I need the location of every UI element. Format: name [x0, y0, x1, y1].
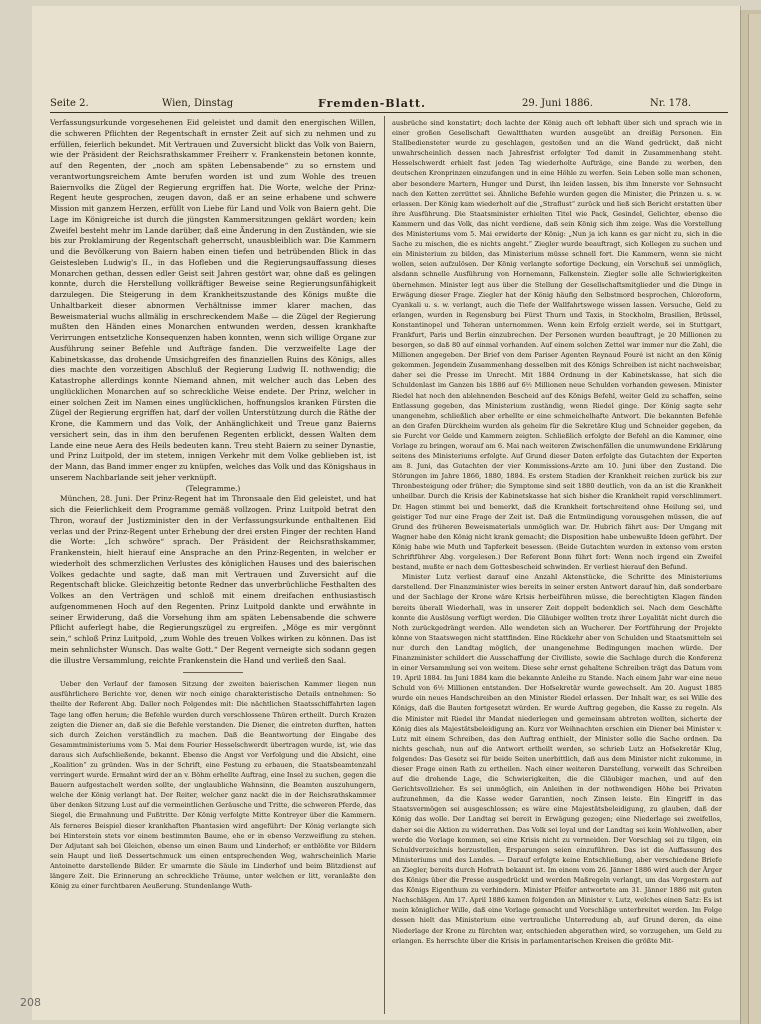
- header-rule: [50, 112, 728, 113]
- page-header: [50, 96, 722, 110]
- article-paragraph-2: München, 28. Juni. Der Prinz-Regent hat im Thronsaale den Eid geleistet, und hat sich die Feierlichkeit dem Programme gemäß vollzogen. Prinz Luitpold betrat den Thron, worauf der Justizminister den in der Verfassungsurkunde enthaltenen Eid verlas und der Prinz-Regent unter Erhebung der drei ersten Finger der rechten Hand die Worte: „Ich schwöre“ sprach. Der Präsident der Reichsrathskammer, Frankenstein, hielt hierauf eine Ansprache an den Prinz-Regenten, in welcher er wiederholt des schmerzlichen Verlustes des königlichen Hauses und des baierischen Volkes gedachte und sagte, daß man mit Vertrauen und Zuversicht auf die Regentschaft blicke. Gleichzeitig betonte Redner das unverbrüchliche Festhalten des Volkes an den Verträgen und schloß mit einem dreifachen enthusiastisch aufgenommenen Hoch auf den Regenten. Prinz Luitpold dankte und erwähnte in seiner Erwiderung, daß die Vorsehung ihm am späten Lebensabende die schwere Pflicht auferlegt habe, die Regierungszügel zu ergreifen. „Möge es mir vergönnt sein,“ schloß Prinz Luitpold, „zum Wohle des treuen Volkes wirken zu können. Das ist mein sehnlichster Wunsch. Das walte Gott.“ Der Regent verneigte sich sodann gegen die illustre Versammlung, reichte Frankenstein die Hand und verließ den Saal.: [50, 494, 376, 665]
- article-paragraph-4: ausbrüche sind konstatirt; doch lachte der König auch oft lebhaft über sich und sprach wie in einer großen Gesellschaft Gewaltthaten wurden ausgeübt an dreißig Personen. Ein Stallbediensteter wurde zu geschlagen, gestoßen und an die Wand gedrückt, daß nicht unwahrscheinlich dessen nach Jahresfrist erfolgter Tod damit in Zusammenhang steht. Hesselschwerdt erhielt fast jeden Tag wiederholte Aufträge, eine Bande zu werben, den deutschen Kronprinzen einzufangen und in eine Höhle zu werfen. Sein Leben solle man schonen, aber besondere Martern, Hunger und Durst, ihn leiden lassen, bis ihm Innerste vor Sehnsucht nach den Ketten zerrüttet sei. Ähnliche Befehle wurden gegen die Minister, die Prinzen u. s. w. erlassen. Der König kam wiederholt auf die „Straflust“ zurück und ließ sich Bericht erstatten über ihre Ausführung. Die Staatsminister erhielten Titel wie Pack, Gesindel, Gelichter, ebenso die Kammern und das Volk, das nicht verdiene, daß sein König sich ihm zeige. Was die Vorstellung des Ministeriums vom 5. Mai erwiderte der König: „Nun ja ich kann es gar nicht zu, sich in die Sache zu mischen, die es nichts angeht.“ Ziegler wurde beauftragt, sich Kollegen zu suchen und ein Ministerium zu bilden, das Ministerium müsse schnell fort. Die Kammern, wenn sie nicht wollen, seien aufzulösen. Der König verlangte sofortige Deckung, ein Vorschuß sei unmöglich, alsdann schnelle Ausführung von Hornemann, Falkenstein. Ziegler solle alle Schwierigkeiten übernehmen. Minister legt aus über die Stellung der Gesellschaftsmitglieder und die Dinge in Erwägung dieser Frage. Ziegler hat der König häufig den Selbstmord besprochen, Chloroform, Cyankali u. s. w. verlangt, auch die Tiefe der Wallfahrtswege wissen lassen. Versuche, Geld zu erlangen, wurden in Regensburg bei Fürst Thurn und Taxis, in Stockholm, Brasilien, Brüssel, Konstantinopel und Teheran unternommen. Wenn kein Erfolg erzielt werde, sei in Stuttgart, Frankfurt, Paris und Berlin einzubrechen. Der Personen wurden beauftragt, je 20 Millionen zu besorgen, so daß 80 auf einmal vorhanden. Auf einem solchen Zettel war immer nur die Zahl, die Millionen angegeben. Der Brief von dem Pariser Agenten Reynaud Fouré ist nicht an den König gekommen. Jegendein Zusammenhang desselben mit des Königs Schreiben ist nicht nachweisbar, daher sei die Presse im Unrecht. Mit 1884 Ordnung in der Kabinetskasse, hat sich die Schuldenlast im Ganzen bis 1886 auf 6½ Millionen neue Schulden vorhanden gewesen. Minister Riedel hat noch den ablehnenden Bescheid auf des Königs Befehl, weiter Geld zu schaffen, seine Entlassung gegeben, das Ministerium zuständig, wenn Riedel ginge. Der König sagte sehr unangenehm, schließlich aber erhellte er eine schmeichelhafte Antwort. Die bekannten Befehle an den Grafen Dürckheim wurden als geheim für die Sekretäre Klug und Schneider gegeben, da sie Furcht vor Gelde und Kammern zeigten. Schließlich erfolgte der Befehl an die Kammer, eine Vorlage zu bringen, worauf am 6. Mai nach weiteren Zwischenfällen die unumwundene Erklärung seitens des Ministeriums erfolgte. Auf Grund dieser Daten erfolgte das Gutachten der Experten am 8. Juni, das Gutachten der vier Kommissions-Arzte am 10. Juni über den Zustand. Die Störungen im Jahre 1866, 1880, 1884. Es erstem Stadien der Krankheit reichen zurück bis zur Thronbesteigung oder früher; die Symptome sind seit 1880 deutlich, von da an ist die Krankheit unheilbar. Durch die Krisis der Kabinetskasse hat sich bisher die Krankheit rapid verschlimmert. Dr. Hagen stimmt bei und bemerkt, daß die Krankheit fortschreitend ohne Heilung sei, und geistiger Tod nur eine Frage der Zeit ist. Daß die Entmündigung vorausgehen müssen, die auf Grund des früheren Beweismaterials unmöglich war. Dr. Hubrich fährt aus: Der Umgang mit Wagner habe den König nicht krank gemacht; die Disposition habe unbewußte Ideen geführt. Der König habe wie Muth und Tapferkeit besessen. (Beide Gutachten wurden in extenso vom ersten Schriftführer Abg. vorgelesen.) Der Referent Bonn führt fort: Wenn noch irgend ein Zweifel bestand, mußte er nach dem Gottesbescheid schwinden. Er verliest hierauf den Befund.: [392, 119, 722, 572]
- masthead-title: Fremden-Blatt.: [318, 96, 426, 110]
- page-stack-edge-inner: [748, 14, 761, 1024]
- column-divider: [384, 116, 385, 1014]
- place-date: Wien, Dinstag: [162, 97, 234, 109]
- article-paragraph-5: Minister Lutz verliest darauf eine Anzahl Aktenstücke, die Schritte des Ministeriums darstellend. Der Finanzminister wies bereits in seiner ersten Antwort darauf hin, daß sonderbare und der Sachlage der Krone wäre Krisis herbeiführen müsse, die berechtigten Klagen fänden bereits überall Wiederhall, was in unserer Zeit doppelt bedenklich sei. Nach dem Geschäfte konnte die Auslösung verfügt werden. Die Gläubiger wollten trotz ihrer Loyalität nicht durch die Noth zurückgedrängt werden. Alle wendeten sich an Wucherer. Der Fortführung der Projekte könne von Staatswegen nicht stattfinden. Eine Rückkehr aber von Schulden und Staatsmitteln sei nur durch den Landtag möglich, der unangenehme Bedingungen machen würde. Der Finanzminister schildert die Ausschaffung der Civilliste, sowie die Sachlage durch die Konferenz in einer Versammlung sei von weitem. Diese sehr ernst gehaltene Schreiben trägt das Datum vom 19. April 1884. Im Juni 1884 kam die bekannte Anleihe zu Stande. Nach einem Jahr war eine neue Schuld von 6½ Millionen entstanden. Der Hofsekretär wurde gewechselt. Am 20. August 1885 wurde ein neues Handschreiben an den Minister Riedel erlassen. Der Inhalt war, es sei Wille des Königs, daß die Bauten fortgesetzt würden. Er wurde Auftrag gegeben, die Kasse zu regeln. Als die Minister mit Riedel ihr Mandat niederlegen und gemeinsam abtreten wollten, sicherte der König dies als Majestätsbeleidigung an. Kurz vor Weihnachten erschien ein Diener bei Minister v. Lutz mit einem Schreiben, das den Auftrag enthielt, der Minister solle die Sache ordnen. Da nichts geschah, nun auf die Antwort ertheilt werden, so schrieb Lutz an Hofsekretär Klug, folgendes: Das Gesetz sei für beide Seiten unerbittlich, daß aus dem Minister nicht zukomme, in dieser Frage einen Rath zu ertheilen. Nach einer weiteren Darstellung, verweilt das Schreiben auf die drohende Lage, die Schwierigkeiten, die die Gläubiger machen, und auf den Gerichtsvollzieher. Es sei unmöglich, ein Anleihen in der nothwendigen Höhe bei Privaten aufzunehmen, da die Kasse weder Garantien, noch Zinsen leiste. Ein Eingriff in das Staatsvermögen sei ausgeschlossen; es wäre eine Majestätsbeleidigung, zu glauben, daß der König das wolle. Der Landtag sei bereit in Erwägung gezogen; eine Niederlage sei zweifellos, daher sei die Aktion zu widerrathen. Das Volk sei loyal und der Landtag sei kein Wohlwollen, aber werde die Vorlage kommen, sei eine Krisis nicht zu vermeiden. Der Vorschlag sei zu tilgen, ein Schuldverzeichnis herzustellen, Ersparungen seien einzuführen. Das ist die Auffassung des Ministeriums und des Landes. — Darauf erfolgte keine Entschließung, aber verschiedene Briefe an Ziegler, bereits durch Hofrath bekannt ist. Im einem vom 26. Jänner 1886 wird auch der Ärger des Königs über die Presse ausgedrückt und werden Maßregeln verlangt, um das Vorgestern auf das Königs Eigenthum zu verhindern. Minister Pfeifer antwortete am 31. Jänner 1886 mit guten Nachschlägen. Am 17. April 1886 kamen folgenden an Minister v. Lutz, welches einen Satz: Es ist mein königlicher Wille, daß eine Vorlage gemacht und Vorschläge unterbreitet werden. Im Folge dessen hielt das Ministerium eine vertrauliche Unterredung ab, auf Grund deren, da eine Niederlage der Krone zu fürchten war, entschieden abgerathen wird, so vorzugehen, um Geld zu erlangen. Es herrschte über die Krisis in parlamentarischen Kreisen die größte Mit-: [392, 573, 722, 945]
- telegram-heading: (Telegramme.): [185, 483, 241, 493]
- page-number: Seite 2.: [50, 97, 89, 109]
- issue-date: 29. Juni 1886.: [522, 97, 593, 109]
- article-paragraph-3: Ueber den Verlauf der famosen Sitzung der zweiten baierischen Kammer liegen nun ausführlichere Berichte vor, denen wir noch einige charakteristische Details entnehmen: So theilte der Referent Abg. Daller noch Folgendes mit: Die nächtlichen Staatsschiffahrten lagen Tage lang offen herum; die Befehle wurden durch verschlossene Thüren ertheilt. Durch Krazen zeigten die Diener an, daß sie die Befehle verstanden. Die Diener, die eintreten durften, hatten sich durch Zeichen verständlich zu machen. Daß die Beantwortung der Eingabe des Gesammtministeriums vom 5. Mai dem Fourier Hesselschwerdt übertragen wurde, ist, wie das daraus sich Aufschließende, bekannt. Ebenso die Angst vor Verfolgung und die Absicht, eine „Koalition“ zu gründen. Was in der Schrift, eine Festung zu erbauen, die Staatsbeamtenzahl verringert wurde. Ermahnt wird der an v. Böhm erhellte Auftrag, eine Insel zu suchen, gegen die Bauern aufgestachelt werden sollte, der unglaubliche Wahnsinn, die Beamten auszuhungern, welche der König verlangt hat. Der Reiter, welcher ganz nackt die in der Reichsrathskammer über denken Sitzung Lust auf die vermeintlichen Geräusche und Tritte, die schweren Pferde, das Siegel, die Ermahnung und Fußtritte. Der König verfolgte Mitte Kontreyer über die Kammern. Als ferneres Beispiel dieser krankhaften Phantasien wird angeführt: Der König verlangte sich bei Hinterstein stets vor einem bestimmten Baume, ehe er in ebenso Verzweiflung zu stehen. Der Adjutant sah bei Gleichen, ebenso um einen Baum und Linderhof; er entblößte vor Bildern sein Haupt und ließ Dessertschmuck um einen entsprechenden Weg, wahrscheinlich Marie Antoinette darstellende Bilder. Er umarmte die Säule im Linderhof und beim Blitzdienst auf längere Zeit. Die Erinnerung an schreckliche Träume, unter welchen er litt, veranlaßte den König zu einer furchtbaren Aeußerung. Stundenlange Wuth-: [50, 680, 376, 891]
- section-separator: [183, 672, 243, 673]
- pencil-margin-note: 208: [20, 996, 41, 1009]
- article-paragraph-1: Verfassungsurkunde vorgesehenen Eid geleistet und damit den energischen Willen, die schweren Pflichten der Regentschaft in ernster Zeit auf sich zu nehmen und zu erfüllen, feierlich bekundet. Mit Vertrauen und Zuversicht blickt das Volk von Baiern, wie der Präsident der Reichsrathskammer Freiherr v. Frankenstein betonen konnte, auf den Regenten, der „noch am späten Lebensabende“ zu so ernstem und verantwortungsreichem Amte berufen worden ist und zum Wohle des treuen Baiernvolks die Zügel der Regierung ergriffen hat. Die Worte, welche der Prinz-Regent heute gesprochen, zeugen davon, daß er an seine erhabene und schwere Mission mit ganzem Herzen, erfüllt von Liebe für Land und Volk von Baiern geht. Die Lage im Königreiche ist durch die jüngsten Kammersitzungen geklärt worden; kein Zweifel besteht mehr im Lande darüber, daß eine Änderung in den Zuständen, wie sie bis zur Proklamirung der Regentschaft geherrscht, unausbleiblich war. Die Kammern und die Bevölkerung von Baiern haben einen tiefen und betrübenden Blick in das Geistesleben Ludwig's II., in das Hofleben und die Regierungsauffassung dieses Monarchen gethan, dessen edler Geist seit Jahren gestört war, ohne daß es gelingen konnte, durch die Herstellung vollkräftiger Beweise seine Regierungsunfähigkeit darzulegen. Die Steigerung in dem Krankheitszustande des Königs mußte die Unhaltbarkeit dieser abnormen Verhältnisse immer klarer machen, das Beweismaterial wuchs allmälig in erschreckendem Maße — die Zügel der Regierung mußten den Händen eines Monarchen entwunden werden, dessen krankhafte Verirrungen entsetzliche Konsequenzen haben konnten, wenn sich willige Organe zur Ausführung seiner Befehle und Aufträge fanden. Die verzweifelte Lage der Kabinetskasse, das drohende Umsichgreifen des finanziellen Ruins des Königs, alles dies machte den vorzeitigen Abschluß der Regierung Ludwig II. nothwendig; die Katastrophe allerdings konnte Niemand ahnen, mit welcher auch das Leben des unglücklichen Monarchen auf so schreckliche Weise endete. Der Prinz, welcher in einer solchen Zeit im Namen eines unglücklichen, hoffnungslos kranken Fürsten die Zügel der Regierung ergriffen hat, darf der vollen Unterstützung durch die Räthe der Krone, die Kammern und das Volk, der Anhänglichkeit und Treue ganz Baierns versichert sein, das in ihm den berufenen Regenten erblickt, dessen Walten dem Lande eine neue Aera des Heils bedeuten kann. Treu steht Baiern zu seiner Dynastie, und Prinz Luitpold, der im stetem, innigen Verkehr mit dem Volke geblieben ist, ist der Mann, das Band immer enger zu knüpfen, welches das Volk und das Königshaus in unserem Nachbarlande seit jeher verknüpft.: [50, 118, 376, 482]
- column-right: [392, 118, 722, 1014]
- column-left: [50, 118, 376, 1014]
- issue-number: Nr. 178.: [650, 97, 692, 109]
